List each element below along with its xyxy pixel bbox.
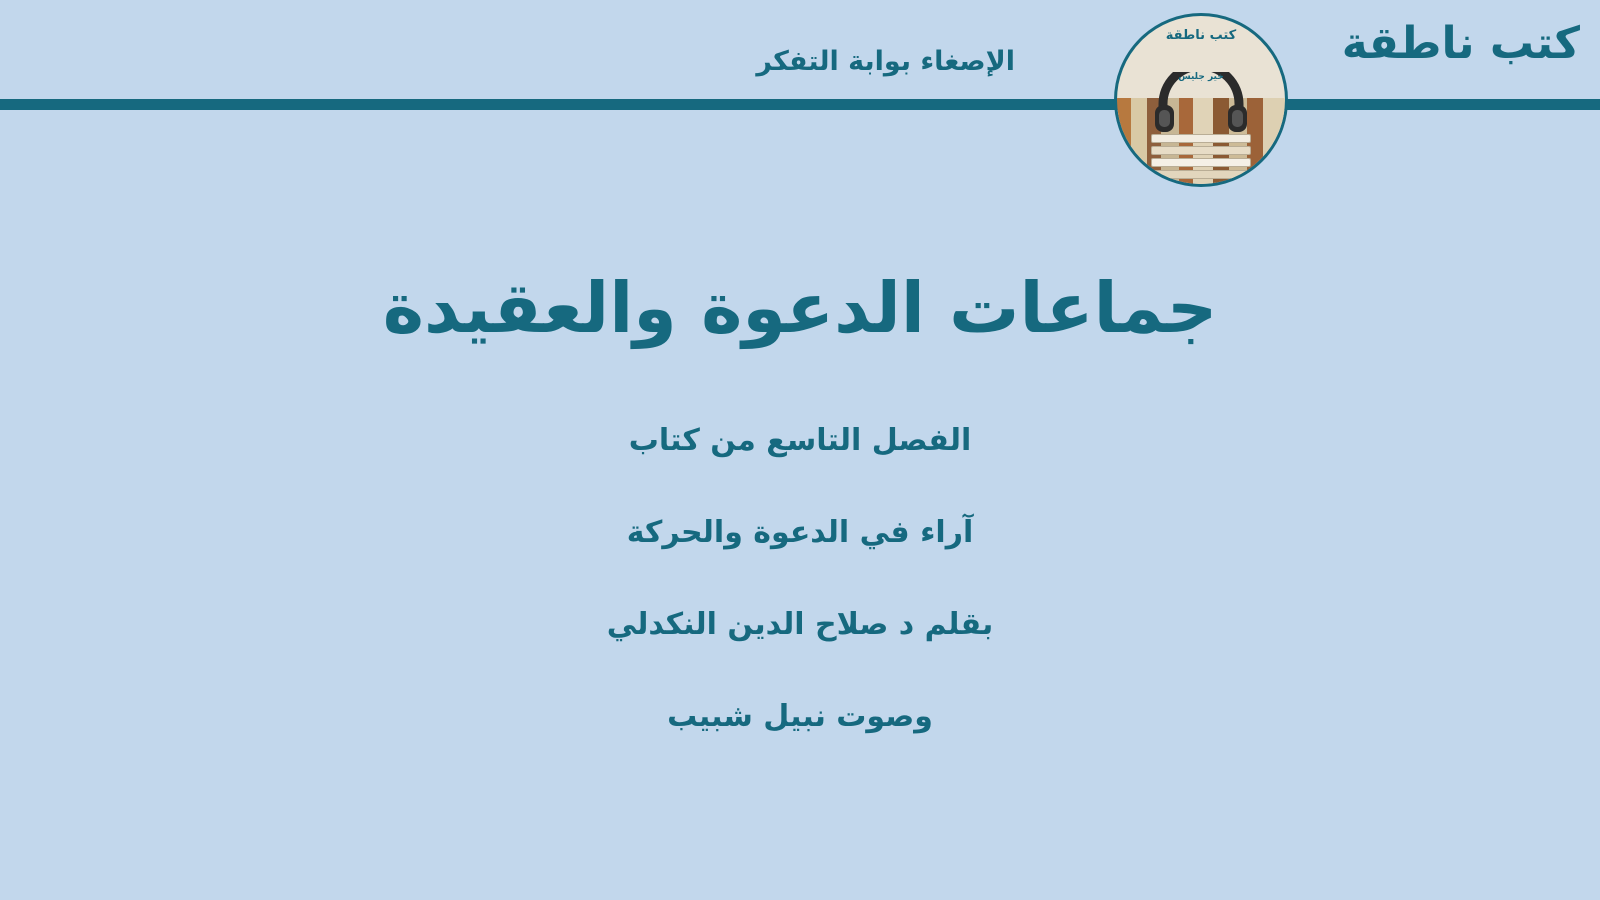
header-divider xyxy=(0,99,1600,110)
slide-subtitle-chapter: الفصل التاسع من كتاب xyxy=(628,423,972,458)
slide-subtitle-booktitle: آراء في الدعوة والحركة xyxy=(626,515,974,550)
brand-name: كتب ناطقة xyxy=(1341,18,1580,69)
brand-logo xyxy=(1114,13,1288,187)
slide-header xyxy=(0,0,1600,112)
slide-subtitle-author: بقلم د صلاح الدين النكدلي xyxy=(606,607,994,642)
header-tagline: الإصغاء بوابة التفكر xyxy=(756,46,1015,77)
book-stack-icon xyxy=(1151,134,1251,178)
logo-title: كتب ناطقة xyxy=(1165,28,1237,43)
slide-title: جماعات الدعوة والعقيدة xyxy=(382,267,1218,349)
slide-content xyxy=(0,112,1600,900)
slide-subtitle-narrator: وصوت نبيل شبيب xyxy=(667,699,933,734)
logo-subtitle: خير جليس xyxy=(1178,72,1224,82)
